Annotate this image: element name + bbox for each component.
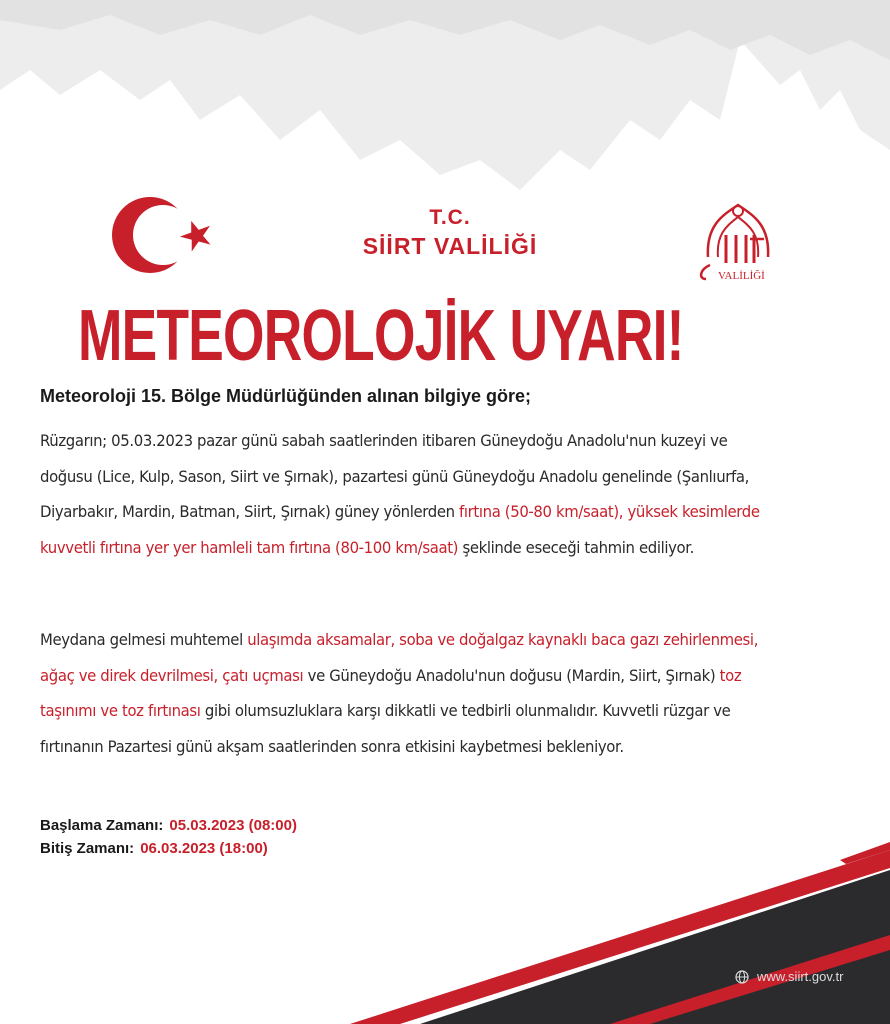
paragraph-2-highlight-2: toz taşınımı ve toz fırtınası [40, 665, 742, 720]
siirt-valiligi-logo [688, 195, 788, 285]
end-time-value: 06.03.2023 (18:00) [140, 840, 268, 857]
footer-website[interactable] [735, 969, 843, 984]
header-title [300, 205, 600, 261]
paragraph-2 [40, 622, 784, 764]
crescent-star-icon [108, 190, 218, 280]
header-line2: SİİRT VALİLİĞİ [362, 233, 538, 259]
paragraph-2-text-mid: ve Güneydoğu Anadolu'nun doğusu (Mardin, Siirt, Şırnak) [303, 665, 720, 685]
end-time-row [40, 840, 268, 857]
paragraph-2-text-end: gibi olumsuzluklara karşı dikkatli ve tedbirli olunmalıdır. Kuvvetli rüzgar ve fırtınanın Pazartesi günü akşam saatlerinden sonra etkisini kaybetmesi bekleniyor. [40, 701, 731, 756]
globe-icon [735, 970, 749, 984]
end-time-label: Bitiş Zamanı: [40, 840, 135, 857]
paragraph-2-highlight: ulaşımda aksamalar, soba ve doğalgaz kaynaklı baca gazı zehirlenmesi, ağaç ve direk devrilmesi, çatı uçması [40, 630, 759, 685]
footer-url-text: www.siirt.gov.tr [757, 969, 844, 984]
subheading: Meteoroloji 15. Bölge Müdürlüğünden alınan bilgiye göre; [40, 386, 532, 406]
paragraph-2-text: Meydana gelmesi muhtemel [40, 630, 248, 649]
paragraph-1-text: Rüzgarın; 05.03.2023 pazar günü sabah saatlerinden itibaren Güneydoğu Anadolu'nun kuzeyi ve doğusu (Lice, Kulp, Sason, Siirt ve Şırnak), pazartesi günü Güneydoğu Anadolu genelinde (Şanlıurfa, Diyarbakır, Mardin, Batman, Siirt, Şırnak) güney yönlerden [40, 431, 749, 521]
logo-text: VALİLİĞİ [718, 270, 765, 282]
start-time-row [40, 817, 297, 834]
main-heading: METEOROLOJİK UYARI! [78, 296, 684, 376]
start-time-value: 05.03.2023 (08:00) [169, 817, 297, 834]
start-time-label: Başlama Zamanı: [40, 817, 164, 834]
header-line1: T.C. [429, 206, 471, 229]
paragraph-1-text-end: şeklinde eseceği tahmin ediliyor. [458, 537, 695, 557]
paragraph-1 [40, 423, 784, 565]
paragraph-1-highlight: fırtına (50-80 km/saat), yüksek kesimlerde kuvvetli fırtına yer yer hamleli tam fırtına (80-100 km/saat) [40, 502, 760, 557]
